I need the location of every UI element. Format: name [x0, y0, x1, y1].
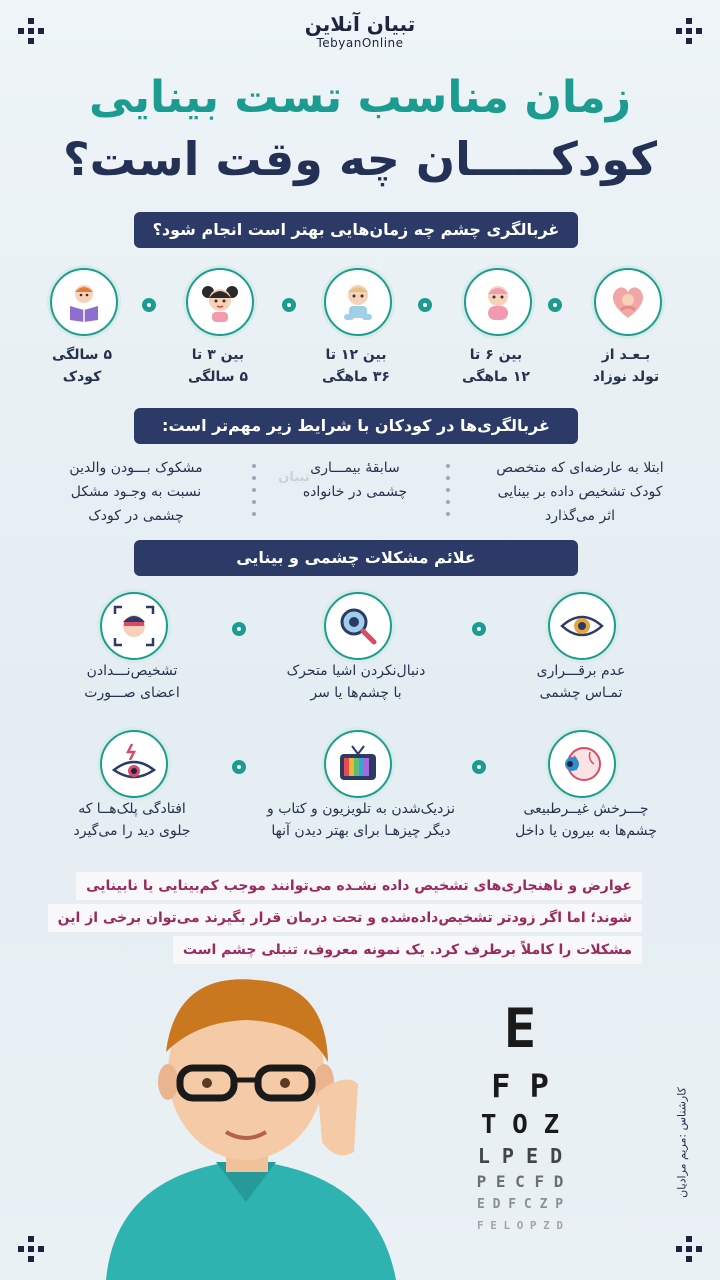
timeline-label-2: بین ۶ تا ۱۲ ماهگی [462, 347, 530, 385]
girl-icon [198, 280, 242, 324]
eye-chart-row-6: E D F C Z P [476, 1197, 564, 1212]
corner-ornament-bottom-right [676, 1236, 702, 1262]
symptom-circle-3 [100, 592, 168, 660]
infant-icon [476, 280, 520, 324]
note-line-1: عوارض و ناهنجاری‌های تشخیص داده نشـده می‌توانند موجب کم‌بینایی یا نابینایی [76, 872, 642, 900]
symptom-label-4: چـــرخش غیــرطبیعی چشم‌ها به بیرون یا داخل [515, 801, 657, 839]
screening-section-title: غربالگری چشم چه زمان‌هایی بهتر است انجام شود؟ [134, 212, 578, 248]
timeline-circle-1 [594, 268, 662, 336]
symptom-circle-2 [324, 592, 392, 660]
condition-item-3: مشکوک بـــودن والدین نسبت به وجـود مشکل چشمی در کودک [69, 460, 203, 524]
symptom-label-6: افتادگی پلک‌هــا که جلوی دید را می‌گیرد [73, 801, 191, 839]
eye-chart [440, 997, 600, 1236]
corner-ornament-bottom-left [18, 1236, 44, 1262]
eye-chart-row-1: E [503, 997, 537, 1060]
symptom-connector-dot [232, 760, 246, 774]
symptoms-section-title: علائم مشکلات چشمی و بینایی [134, 540, 578, 576]
timeline-connector-dot [418, 298, 432, 312]
condition-divider [446, 464, 450, 524]
timeline-label-3: بین ۱۲ تا ۳۶ ماهگی [322, 347, 390, 385]
symptom-circle-4 [548, 730, 616, 798]
corner-ornament-top-right [676, 18, 702, 44]
timeline-circle-3 [324, 268, 392, 336]
title-line-1: زمان مناسب تست بینایی [88, 72, 632, 123]
title-line-2: کودکـــــان چه وقت است؟ [63, 132, 657, 186]
conditions-section-title: غربالگری‌ها در کودکان با شرایط زیر مهم‌تر است: [134, 408, 578, 444]
eye-icon [560, 604, 604, 648]
heart-baby-icon [606, 280, 650, 324]
symptom-label-3: تشخیص‌نـــدادن اعضای صـــورت [84, 663, 180, 701]
condition-item-1: ابتلا به عارضه‌ای که متخصص کودک تشخیص داده بر بینایی اثر می‌گذارد [496, 460, 664, 524]
timeline-circle-2 [464, 268, 532, 336]
logo-text-en: TebyanOnline [316, 36, 404, 50]
drooping-eyelid-icon [112, 742, 156, 786]
brand-logo [300, 12, 420, 50]
timeline-connector-dot [548, 298, 562, 312]
eye-chart-row-5: P E C F D [476, 1172, 564, 1191]
timeline-circle-5 [50, 268, 118, 336]
face-scan-icon [112, 604, 156, 648]
corner-ornament-top-left [18, 18, 44, 44]
eye-chart-row-7: F E L O P Z D [476, 1219, 564, 1232]
symptom-circle-5 [324, 730, 392, 798]
credit-text: کارشناس :مریم مرادیان [675, 1087, 689, 1198]
note-line-2: شوند؛ اما اگر زودتر تشخیص‌داده‌شده و تحت درمان قرار بگیرند می‌توان برخی از این [48, 904, 642, 932]
timeline-label-5: ۵ سالگی کودک [51, 347, 112, 385]
tv-icon [336, 742, 380, 786]
symptom-label-5: نزدیک‌شدن به تلویزیون و کتاب و دیگر چیزهـا برای بهتر دیدن آنها [267, 801, 455, 839]
magnifier-icon [336, 604, 380, 648]
eye-chart-row-4: L P E D [477, 1144, 563, 1168]
child-reading-icon [62, 280, 106, 324]
credit [672, 1086, 692, 1206]
logo-text-fa: تبیان آنلاین [304, 12, 416, 36]
watermark: تبیان [278, 470, 310, 485]
symptom-connector-dot [472, 760, 486, 774]
symptom-circle-6 [100, 730, 168, 798]
note-line-3: مشکلات را کاملاً برطرف کرد. یک نمونه معروف، تنبلی چشم است [173, 936, 642, 964]
condition-divider [252, 464, 256, 524]
timeline-connector-dot [142, 298, 156, 312]
timeline-circle-4 [186, 268, 254, 336]
symptom-label-1: عدم برقـــراری تمـاس چشمی [536, 663, 626, 701]
symptom-connector-dot [472, 622, 486, 636]
symptom-circle-1 [548, 592, 616, 660]
timeline-label-4: بین ۳ تا ۵ سالگی [187, 347, 248, 385]
timeline-connector-dot [282, 298, 296, 312]
symptom-connector-dot [232, 622, 246, 636]
symptom-label-2: دنبال‌نکردن اشیا متحرک با چشم‌ها یا سر [286, 663, 426, 701]
condition-item-2: سابقۀ بیمـــاری چشمی در خانواده [302, 460, 408, 500]
eyeball-icon [560, 742, 604, 786]
eye-chart-row-2: F P [491, 1067, 549, 1105]
toddler-icon [336, 280, 380, 324]
child-with-glasses-illustration [96, 972, 416, 1280]
timeline-label-1: بـعـد از تولد نوزاد [592, 347, 660, 385]
eye-chart-row-3: T O Z [480, 1110, 560, 1140]
